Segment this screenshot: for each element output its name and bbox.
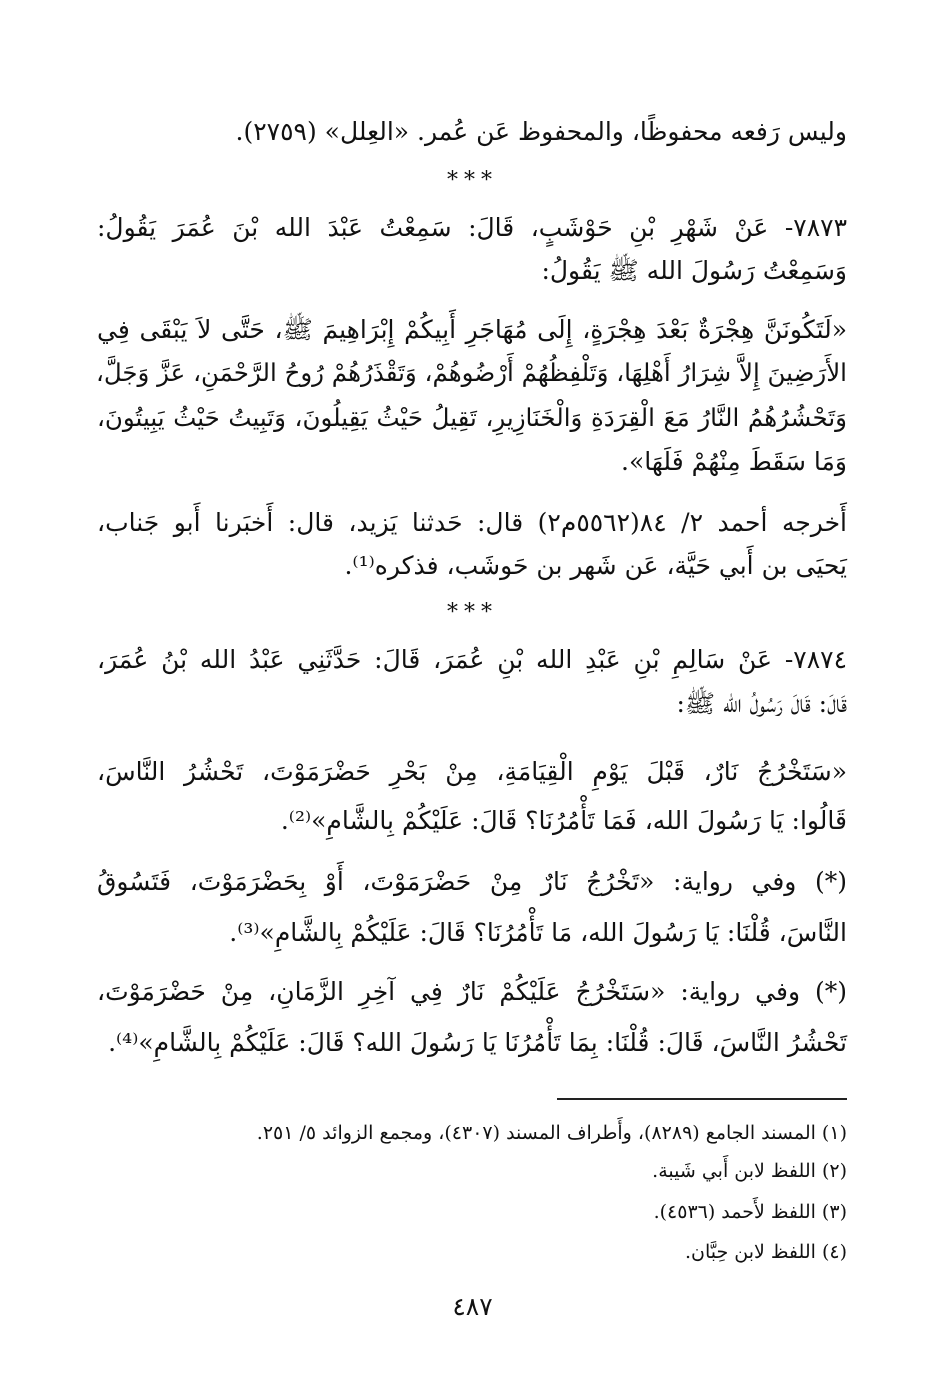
section-separator: *** bbox=[447, 600, 498, 625]
footnote: (٤) اللفظ لابن حِبَّان. bbox=[684, 1241, 847, 1263]
page-number: ٤٨٧ bbox=[452, 1292, 493, 1321]
riwaya-line: (*) وفي رواية: «سَتَخْرُجُ عَلَيْكُمْ نَارٌ فِي آخِرِ الزَّمَانِ، مِنْ حَضْرَمَوْتَ، bbox=[97, 977, 847, 1006]
text-line: الأَرَضِينَ إِلاَّ شِرَارُ أَهْلِهَا، وَتَلْفِظُهُمْ أَرْضُوهُمْ، وَتَقْذَرُهُمْ رُوحُ الرَّحْمَنِ، عَزَّ وَجَلَّ، bbox=[95, 358, 847, 387]
text-line: قَالُوا: يَا رَسُولَ الله، فَمَا تَأْمُرُنَا؟ قَالَ: عَلَيْكُمْ بِالشَّامِ»⁽²⁾. bbox=[280, 806, 847, 835]
hadith-header-line: ٧٨٧٣- عَنْ شَهْرِ بْنِ حَوْشَبٍ، قَالَ: سَمِعْتُ عَبْدَ الله بْنَ عُمَرَ يَقُولُ: bbox=[97, 213, 847, 242]
text-line: وليس رَفعه محفوظًا، والمحفوظ عَن عُمر. «العِلل» (٢٧٥٩). bbox=[235, 117, 847, 146]
section-separator: *** bbox=[447, 168, 498, 193]
text-line: وَسَمِعْتُ رَسُولَ الله ﷺ يَقُولُ: bbox=[541, 256, 847, 285]
riwaya-line: (*) وفي رواية: «تَخْرُجُ نَارٌ مِنْ حَضْرَمَوْتَ، أَوْ بِحَضْرَمَوْتَ، فَتَسُوقُ bbox=[97, 867, 847, 896]
text-line: وَتَحْشُرُهُمُ النَّارُ مَعَ الْقِرَدَةِ وَالْخَنَازِيرِ، تَقِيلُ حَيْثُ يَقِيلُونَ، وَتَبِيتُ حَيْثُ يَبِيتُونَ، bbox=[97, 403, 847, 432]
takhrij-line: يَحيَى بن أَبي حَيَّة، عَن شَهر بن حَوشَب، فذكره⁽¹⁾. bbox=[344, 551, 847, 580]
text-line: وَمَا سَقَطَ مِنْهُمْ فَلَهَا». bbox=[621, 447, 847, 476]
footnote: (٣) اللفظ لأَحمد (٤٥٣٦). bbox=[653, 1201, 847, 1223]
footnote-divider bbox=[557, 1098, 847, 1100]
footnote: (١) المسند الجامع (٨٢٨٩)، وأَطراف المسند (٤٣٠٧)، ومجمع الزوائد ٥/ ٢٥١. bbox=[256, 1122, 847, 1144]
text-line: «سَتَخْرُجُ نَارٌ، قَبْلَ يَوْمِ الْقِيَامَةِ، مِنْ بَحْرِ حَضْرَمَوْتَ، تَحْشُرُ النَّاسَ، bbox=[97, 757, 847, 786]
takhrij-line: أَخرجه أحمد ٢/ ٨٤(٥٥٦٢م٢) قال: حَدثنا يَزيد، قال: أَخبَرنا أَبو جَناب، bbox=[97, 508, 847, 537]
footnote: (٢) اللفظ لابن أَبي شَيبة. bbox=[652, 1160, 847, 1182]
text-line: «لَتَكُونَنَّ هِجْرَةٌ بَعْدَ هِجْرَةٍ، إِلَى مُهَاجَرِ أَبِيكُمْ إِبْرَاهِيمَ ﷺ، حَتَّى لاَ يَبْقَى فِي bbox=[97, 315, 847, 344]
riwaya-line: تَحْشُرُ النَّاسَ، قَالَ: قُلْنَا: بِمَا تَأْمُرُنَا يَا رَسُولَ الله؟ قَالَ: عَلَيْكُمْ بِالشَّامِ»⁽⁴⁾. bbox=[108, 1028, 847, 1057]
hadith-header-line: ٧٨٧٤- عَنْ سَالِمِ بْنِ عَبْدِ الله بْنِ عُمَرَ، قَالَ: حَدَّثَنِي عَبْدُ الله بْنُ عُمَرَ، bbox=[97, 645, 847, 674]
text-line: قَالَ: قَالَ رَسُولُ الله ﷺ: bbox=[676, 689, 847, 718]
riwaya-line: النَّاسَ، قُلْنَا: يَا رَسُولَ الله، مَا تَأْمُرُنَا؟ قَالَ: عَلَيْكُمْ بِالشَّامِ»⁽³⁾. bbox=[229, 918, 847, 947]
